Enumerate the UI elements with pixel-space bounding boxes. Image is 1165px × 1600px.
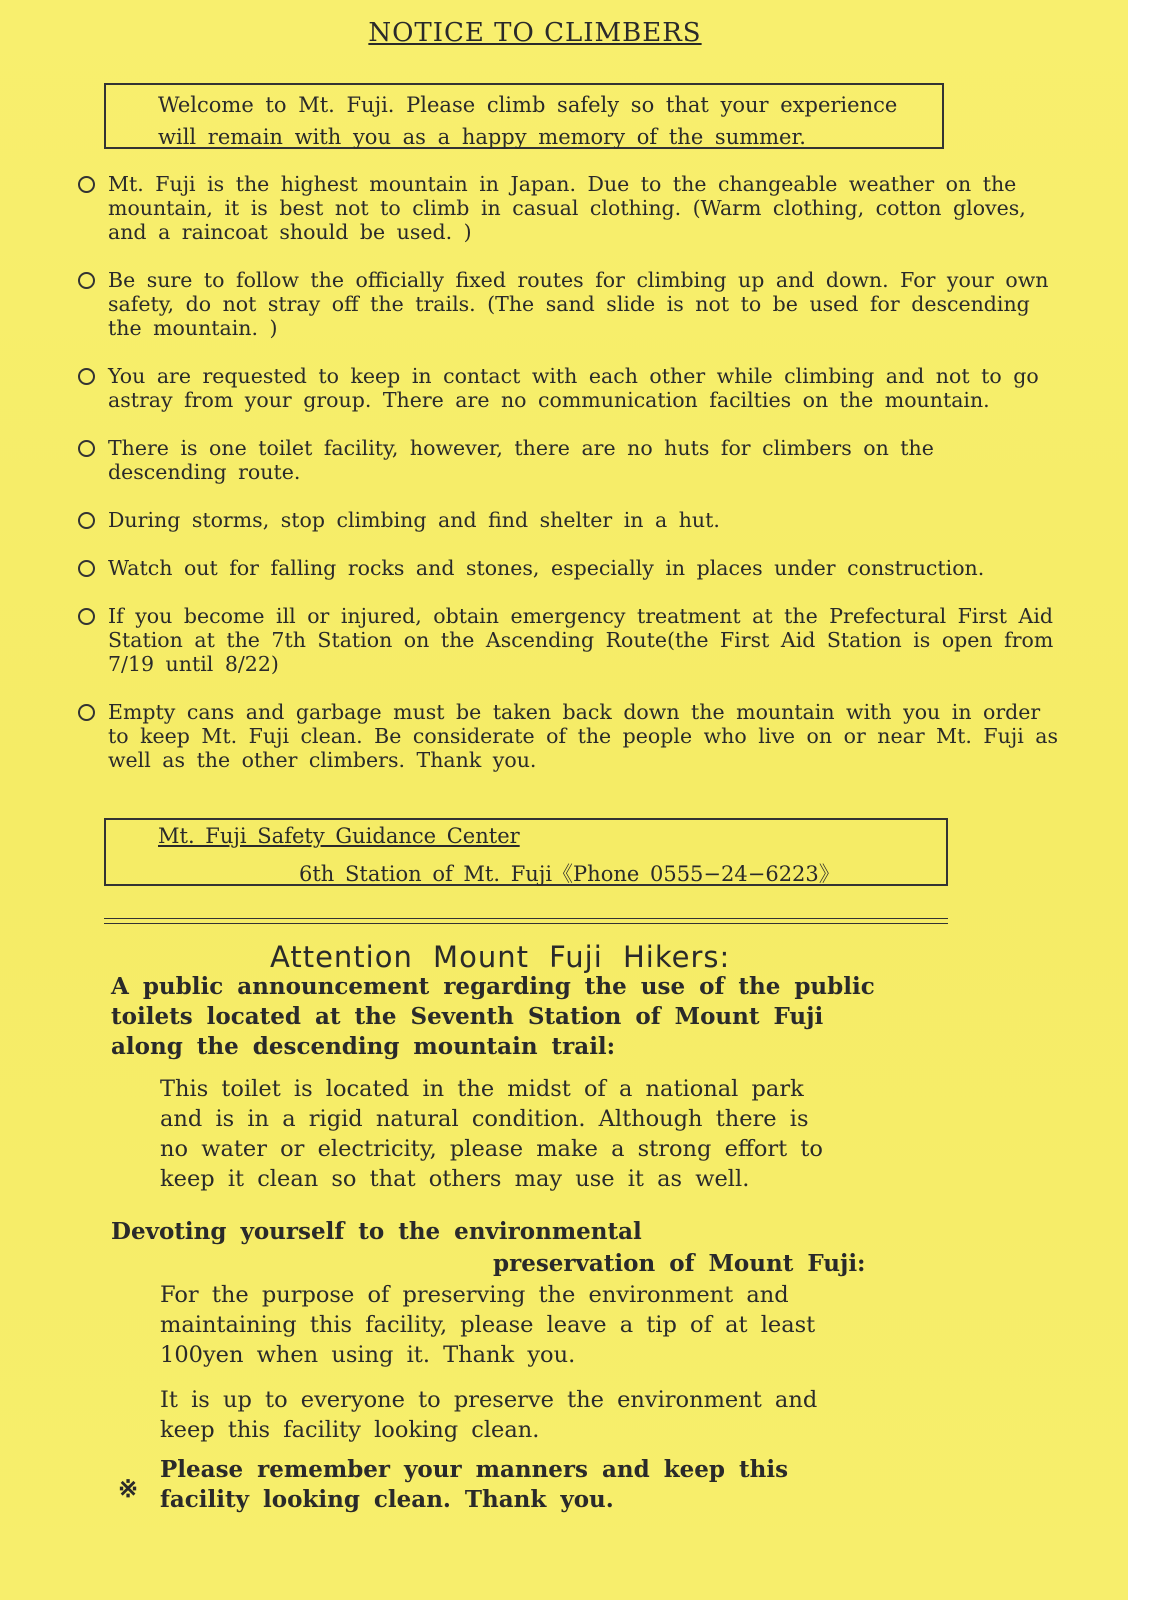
circle-bullet-icon — [78, 512, 95, 529]
notice-item: During storms, stop climbing and find shelter in a hut. — [78, 508, 1058, 532]
circle-bullet-icon — [78, 368, 95, 385]
guidance-center-box — [104, 818, 948, 886]
circle-bullet-icon — [78, 560, 95, 577]
guidance-center-name: Mt. Fuji Safety Guidance Center — [158, 824, 520, 848]
attention-title: Attention Mount Fuji Hikers: — [270, 940, 731, 974]
guidance-center-station: 6th Station of Mt. Fuji《Phone 0555−24−6223》 — [299, 862, 840, 886]
notice-item: Empty cans and garbage must be taken back down the mountain with you in order to keep Mt. Fuji clean. Be considerate of the people who live on or near Mt. Fuji as well as the other climbers. Thank you. — [78, 700, 1058, 772]
notice-item: Watch out for falling rocks and stones, especially in places under construction. — [78, 556, 1058, 580]
reference-mark-icon: ※ — [118, 1474, 139, 1503]
circle-bullet-icon — [78, 704, 95, 721]
notice-item: There is one toilet facility, however, there are no huts for climbers on the descending route. — [78, 436, 1058, 484]
circle-bullet-icon — [78, 272, 95, 289]
page-edge — [1128, 0, 1165, 1600]
devoting-heading-line-2: preservation of Mount Fuji: — [493, 1250, 866, 1277]
notice-item: You are requested to keep in contact with each other while climbing and not to go astray from your group. There are no communication facilties on the mountain. — [78, 364, 1058, 412]
notice-item: Mt. Fuji is the highest mountain in Japan. Due to the changeable weather on the mountain, it is best not to climb in casual clothing. (Warm clothing, cotton gloves, and a raincoat should be used. ) — [78, 172, 1058, 244]
notice-item: If you become ill or injured, obtain emergency treatment at the Prefectural First Aid Station at the 7th Station on the Ascending Route(the First Aid Station is open from 7/19 until 8/22) — [78, 604, 1058, 676]
devoting-heading-line-1: Devoting yourself to the environmental — [111, 1218, 642, 1245]
announcement-paragraph: A public announcement regarding the use of the public toilets located at the Seventh Station of Mount Fuji along the descending mountain trail: — [111, 973, 875, 1060]
circle-bullet-icon — [78, 440, 95, 457]
toilet-info-paragraph: This toilet is located in the midst of a national park and is in a rigid natural condition. Although there is no water or electricity, please make a strong effort to keep it clean so that others may use it as well. — [160, 1076, 823, 1192]
circle-bullet-icon — [78, 608, 95, 625]
circle-bullet-icon — [78, 176, 95, 193]
welcome-box: Welcome to Mt. Fuji. Please climb safely so that your experience will remain with you as a happy memory of the summer. — [104, 83, 944, 149]
notice-list — [78, 172, 1058, 796]
tip-paragraph: For the purpose of preserving the environment and maintaining this facility, please leave a tip of at least 100yen when using it. Thank you. — [160, 1282, 816, 1368]
section-divider — [104, 918, 948, 924]
preserve-paragraph: It is up to everyone to preserve the environment and keep this facility looking clean. — [160, 1387, 818, 1443]
manners-paragraph: Please remember your manners and keep this facility looking clean. Thank you. — [160, 1456, 789, 1513]
notice-title: NOTICE TO CLIMBERS — [368, 18, 702, 48]
notice-item: Be sure to follow the officially fixed routes for climbing up and down. For your own safety, do not stray off the trails. (The sand slide is not to be used for descending the mountain. ) — [78, 268, 1058, 340]
